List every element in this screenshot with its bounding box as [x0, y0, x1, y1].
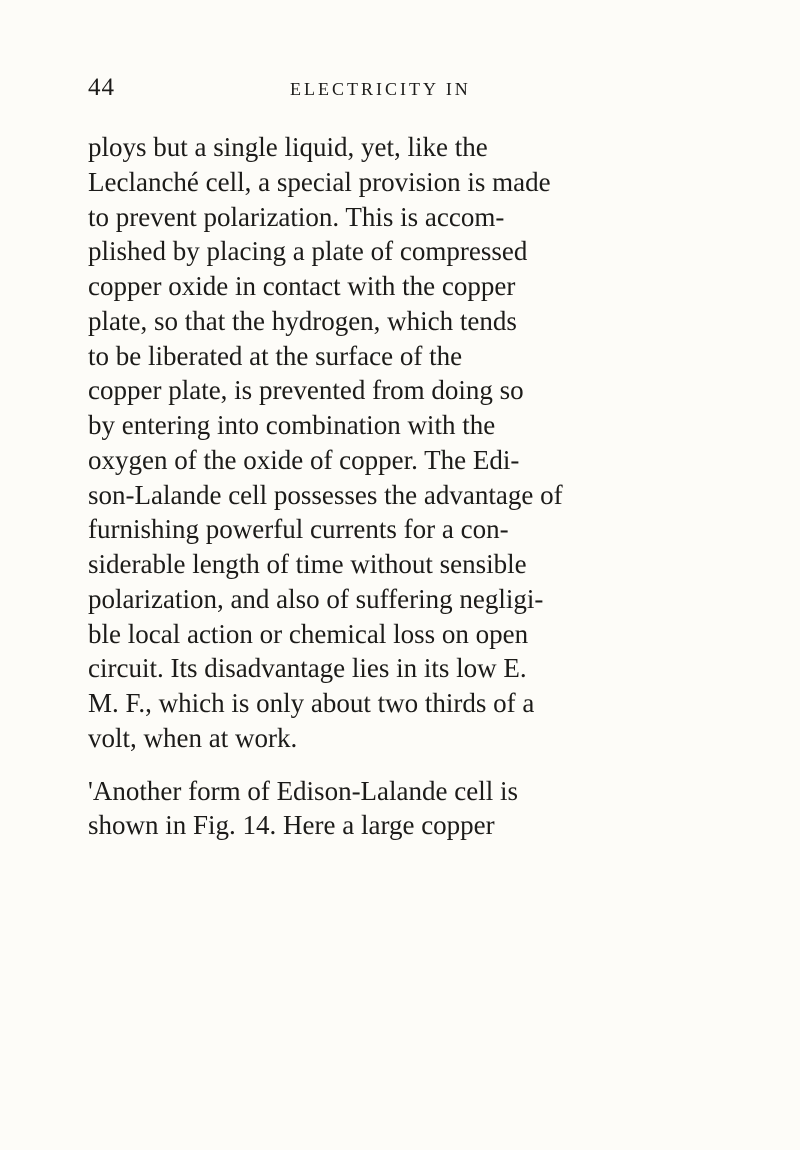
text-line: ploys but a single liquid, yet, like the: [88, 132, 488, 162]
text-line: siderable length of time without sensible: [88, 549, 527, 579]
text-line: by entering into combination with the: [88, 410, 496, 440]
text-line: volt, when at work.: [88, 722, 298, 753]
text-line: copper plate, is prevented from doing so: [88, 375, 524, 406]
text-line: polarization, and also of suffering negligi-: [88, 583, 544, 614]
text-line: shown in Fig. 14. Here a large copper: [88, 810, 495, 841]
text-line: M. F., which is only about two thirds of a: [88, 688, 535, 718]
page-number: 44: [88, 74, 115, 101]
text-line: oxygen of the oxide of copper. The Edi-: [88, 444, 520, 475]
paragraph-start-line: 'Another form of Edison-Lalande cell is: [88, 775, 518, 806]
text-line: furnishing powerful currents for a con-: [88, 514, 509, 545]
text-line: plished by placing a plate of compressed: [88, 236, 528, 267]
text-line: ble local action or chemical loss on open: [88, 618, 529, 649]
text-line: Leclanché cell, a special provision is made: [88, 166, 551, 197]
running-title: ELECTRICITY IN: [290, 79, 471, 99]
text-line: son-Lalande cell possesses the advantage of: [88, 479, 563, 510]
text-line: plate, so that the hydrogen, which tends: [88, 305, 517, 336]
text-line: copper oxide in contact with the copper: [88, 271, 516, 301]
page-header: [88, 74, 714, 104]
text-line: circuit. Its disadvantage lies in its low E.: [88, 653, 527, 684]
text-line: to prevent polarization. This is accom-: [88, 201, 505, 232]
text-line: to be liberated at the surface of the: [88, 340, 463, 371]
body-text: [88, 130, 728, 843]
